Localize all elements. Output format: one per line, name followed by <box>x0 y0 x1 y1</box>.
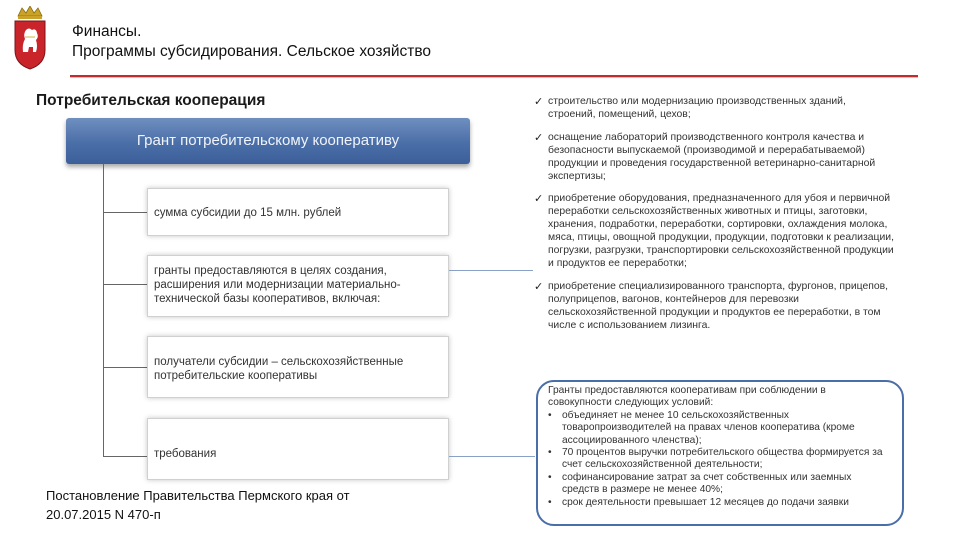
list-item <box>548 447 890 472</box>
list-item <box>534 193 894 270</box>
conditions-list <box>548 410 890 509</box>
list-item <box>548 472 890 497</box>
list-item-text: софинансирование затрат за счет собственных или заемных средств в размере не менее 40%; <box>562 471 852 496</box>
coat-of-arms-icon <box>12 6 48 70</box>
list-item <box>534 96 894 122</box>
tree-trunk <box>103 164 104 457</box>
card-subsidy-amount <box>147 188 449 236</box>
list-item-text: приобретение специализированного транспорта, фургонов, прицепов, полуприцепов, вагонов, контейнеров для перевозки сельскохозяйственной продукции и продуктов ее переработки, в том числе с использованием лизинга. <box>548 280 889 331</box>
checkmark-icon: ✓ <box>534 280 544 293</box>
list-item <box>534 281 894 333</box>
section-title: Потребительская кооперация <box>36 92 266 109</box>
checkmark-icon: ✓ <box>534 193 544 206</box>
tree-branch <box>103 367 147 368</box>
header-line-2: Программы субсидирования. Сельское хозяйство <box>72 43 432 60</box>
conditions-box <box>536 380 904 526</box>
list-item-text: объединяет не менее 10 сельскохозяйственных товаропроизводителей на правах членов кооператива (кроме ассоциированного членства); <box>562 409 855 446</box>
arrow-to-purposes <box>449 270 533 271</box>
card-grant-purpose <box>147 255 449 317</box>
card-text: гранты предоставляются в целях создания, расширения или модернизации материально-технической базы кооперативов, включая: <box>154 265 401 305</box>
checkmark-icon: ✓ <box>534 131 544 144</box>
header-line-1: Финансы. <box>72 23 142 40</box>
bullet-icon: • <box>548 447 552 459</box>
list-item-text: срок деятельности превышает 12 месяцев до подачи заявки <box>562 496 849 508</box>
list-item <box>534 132 894 184</box>
card-recipients <box>147 336 449 398</box>
tree-branch <box>103 212 147 213</box>
bullet-icon: • <box>548 471 552 483</box>
arrow-to-conditions <box>449 456 535 457</box>
card-requirements <box>147 418 449 480</box>
list-item <box>548 497 890 509</box>
list-item-text: 70 процентов выручки потребительского общества формируется за счет сельскохозяйственной деятельности; <box>562 447 883 471</box>
bullet-icon: • <box>548 496 552 508</box>
purposes-list <box>534 96 894 343</box>
card-text: сумма субсидии до 15 млн. рублей <box>154 207 342 219</box>
list-item-text: строительство или модернизацию производственных зданий, строений, помещений, цехов; <box>548 96 846 120</box>
header-title <box>72 22 431 62</box>
list-item <box>548 410 890 447</box>
tree-branch <box>103 456 147 457</box>
card-text: требования <box>154 448 217 460</box>
header-divider-shadow <box>70 77 918 78</box>
card-text: получатели субсидии – сельскохозяйственные потребительские кооперативы <box>154 356 404 382</box>
list-item-text: оснащение лабораторий производственного контроля качества и безопасности выпускаемой (производимой и перерабатываемой) продукции и проведения государственной ветеринарно-санитарной экспертизы; <box>548 131 876 182</box>
decree-reference: Постановление Правительства Пермского края от 20.07.2015 N 470-п <box>46 488 350 522</box>
conditions-intro: Гранты предоставляются кооперативам при соблюдении в совокупности следующих условий: <box>548 385 826 409</box>
list-item-text: приобретение оборудования, предназначенного для убоя и первичной переработки сельскохозяйственных животных и птицы, заготовки, хранения, подработки, переработки, сортировки, охлаждения молока, мяса, птицы, овощной продукции, продукции, подготовки к реализации, погрузки, разгрузки, транспортировки сельскохозяйственной продукции и продуктов ее переработки; <box>548 193 894 269</box>
bullet-icon: • <box>548 409 552 421</box>
tree-branch <box>103 284 147 285</box>
grant-box: Грант потребительскому кооперативу <box>66 118 470 164</box>
checkmark-icon: ✓ <box>534 96 544 108</box>
